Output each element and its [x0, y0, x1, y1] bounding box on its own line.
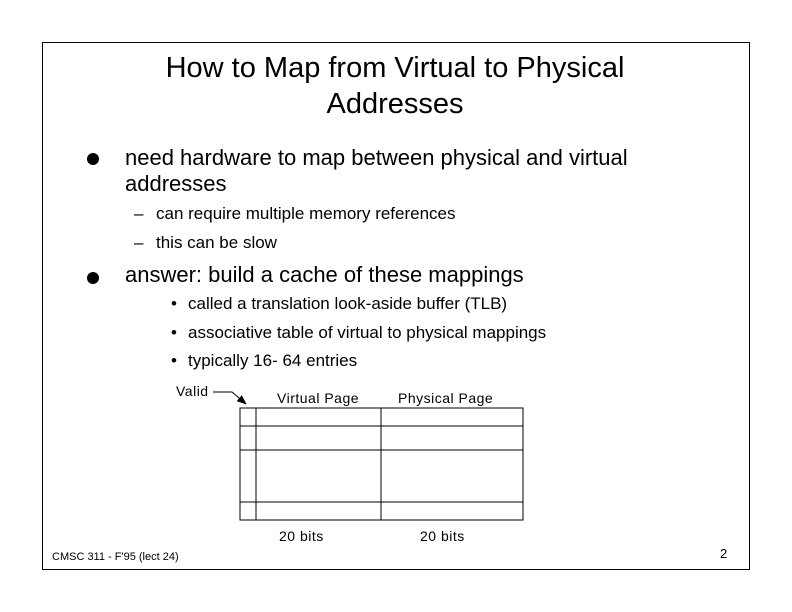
page-number: 2 — [720, 546, 728, 561]
virtual-bits-label: 20 bits — [279, 528, 324, 544]
physical-bits-label: 20 bits — [420, 528, 465, 544]
bullet-1-line-2: addresses — [125, 171, 227, 196]
bullet-2-line-1: answer: build a cache of these mappings — [125, 262, 524, 287]
subitem-2-1: called a translation look-aside buffer (TLB) — [188, 294, 508, 313]
title-line-2: Addresses — [326, 88, 464, 120]
dash-marker-1: – — [134, 204, 144, 223]
subitem-2-2: associative table of virtual to physical mappings — [188, 323, 547, 342]
valid-arrow — [213, 392, 246, 404]
title-line-1: How to Map from Virtual to Physical — [165, 52, 625, 84]
bullet-1-line-1: need hardware to map between physical and virtual — [125, 145, 628, 170]
subitem-1-2: this can be slow — [156, 233, 277, 252]
valid-label: Valid — [176, 383, 209, 399]
subitem-1-1: can require multiple memory references — [156, 204, 456, 223]
dot-marker-3: • — [171, 351, 177, 370]
dot-marker-2: • — [171, 323, 177, 342]
virtual-page-label: Virtual Page — [277, 390, 360, 406]
course-footer: CMSC 311 - F'95 (lect 24) — [52, 551, 179, 563]
physical-page-label: Physical Page — [398, 390, 494, 406]
subitem-2-3: typically 16- 64 entries — [188, 351, 358, 370]
dash-marker-2: – — [134, 233, 144, 252]
dot-marker-1: • — [171, 294, 177, 313]
